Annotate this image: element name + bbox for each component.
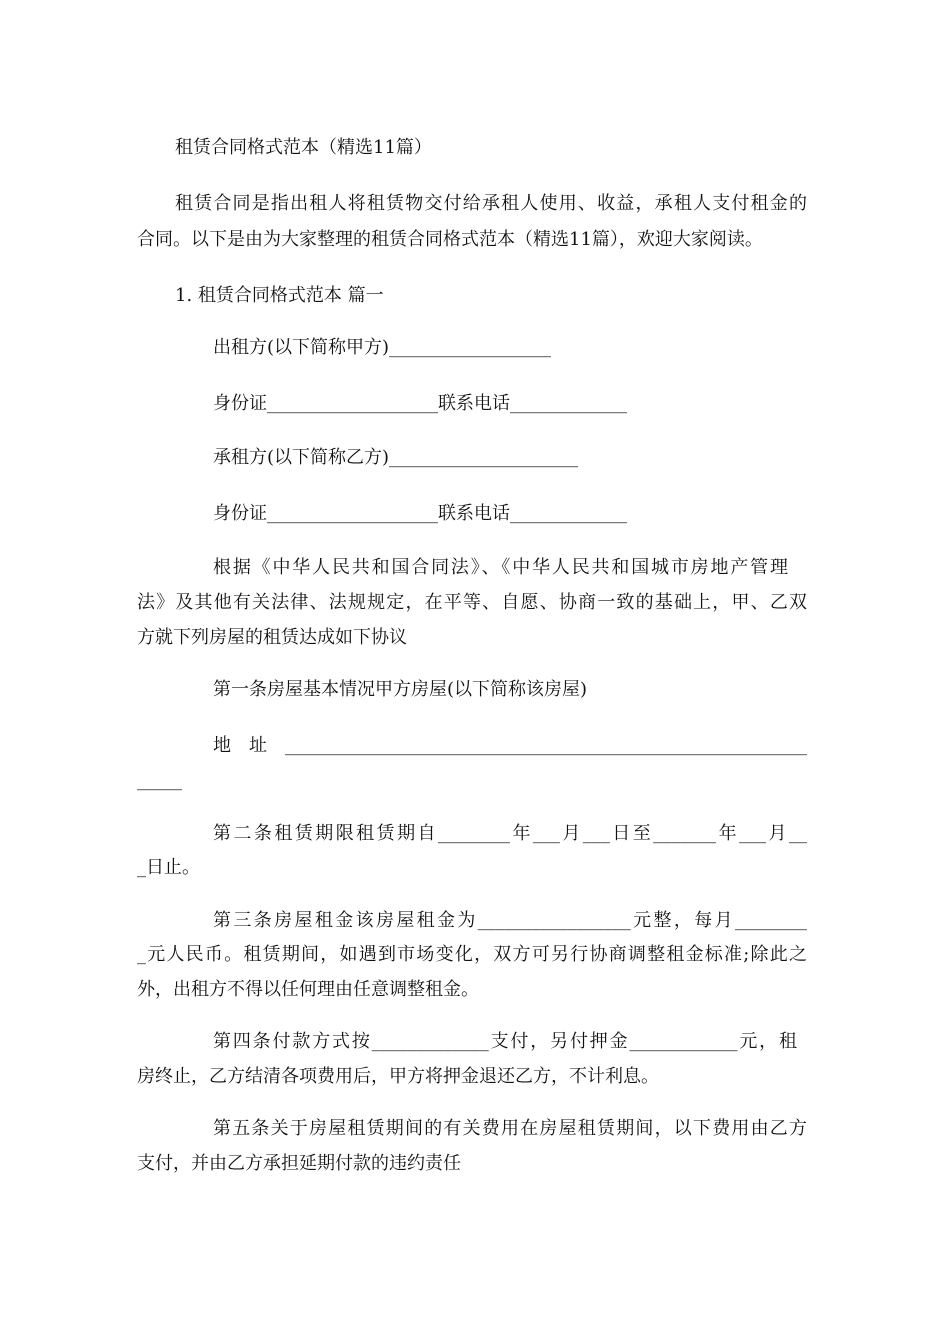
preamble-line-2: 法》及其他有关法律、法规规定，在平等、自愿、协商一致的基础上，甲、乙双: [137, 592, 807, 613]
section-heading: 1. 租赁合同格式范本 篇一: [175, 285, 384, 306]
intro-line-2: 合同。以下是由为大家整理的租赁合同格式范本（精选11篇），欢迎大家阅读。: [137, 229, 763, 250]
lessor-field: 出租方(以下简称甲方)__________________: [213, 337, 552, 358]
article-4-line-2: 房终止，乙方结清各项费用后，甲方将押金退还乙方，不计利息。: [137, 1066, 659, 1087]
article-1-address-line-1: 地址__________________________________________________________: [213, 735, 807, 756]
article-2-line-1: 第二条租赁期限租赁期自________年___月___日至_______年___月__: [213, 823, 807, 844]
article-1-address-line-2: _____: [137, 770, 182, 791]
lessor-id-phone-field: 身份证___________________联系电话_____________: [213, 393, 627, 414]
preamble-line-1: 根据《中华人民共和国合同法》、《中华人民共和国城市房地产管理: [213, 557, 788, 578]
article-3-line-1: 第三条房屋租金该房屋租金为_________________元整，每月________: [213, 910, 807, 931]
preamble-line-3: 方就下列房屋的租赁达成如下协议: [137, 627, 407, 648]
article-4-line-1: 第四条付款方式按_____________支付，另付押金____________元，租: [213, 1031, 797, 1052]
article-2-line-2: _日止。: [137, 857, 200, 878]
article-3-line-3: 外，出租方不得以任何理由任意调整租金。: [137, 979, 479, 1000]
article-5-line-2: 支付，并由乙方承担延期付款的违约责任: [137, 1153, 461, 1174]
article-1-title: 第一条房屋基本情况甲方房屋(以下简称该房屋): [213, 679, 588, 700]
intro-line-1: 租赁合同是指出租人将租赁物交付给承租人使用、收益，承租人支付租金的: [175, 193, 807, 214]
document-title: 租赁合同格式范本（精选11篇）: [175, 137, 432, 158]
lessee-field: 承租方(以下简称乙方)_____________________: [213, 447, 579, 468]
article-3-line-2: _元人民币。租赁期间，如遇到市场变化，双方可另行协商调整租金标准;除此之: [137, 944, 807, 965]
lessee-id-phone-field: 身份证___________________联系电话_____________: [213, 503, 627, 524]
article-5-line-1: 第五条关于房屋租赁期间的有关费用在房屋租赁期间，以下费用由乙方: [213, 1118, 807, 1139]
